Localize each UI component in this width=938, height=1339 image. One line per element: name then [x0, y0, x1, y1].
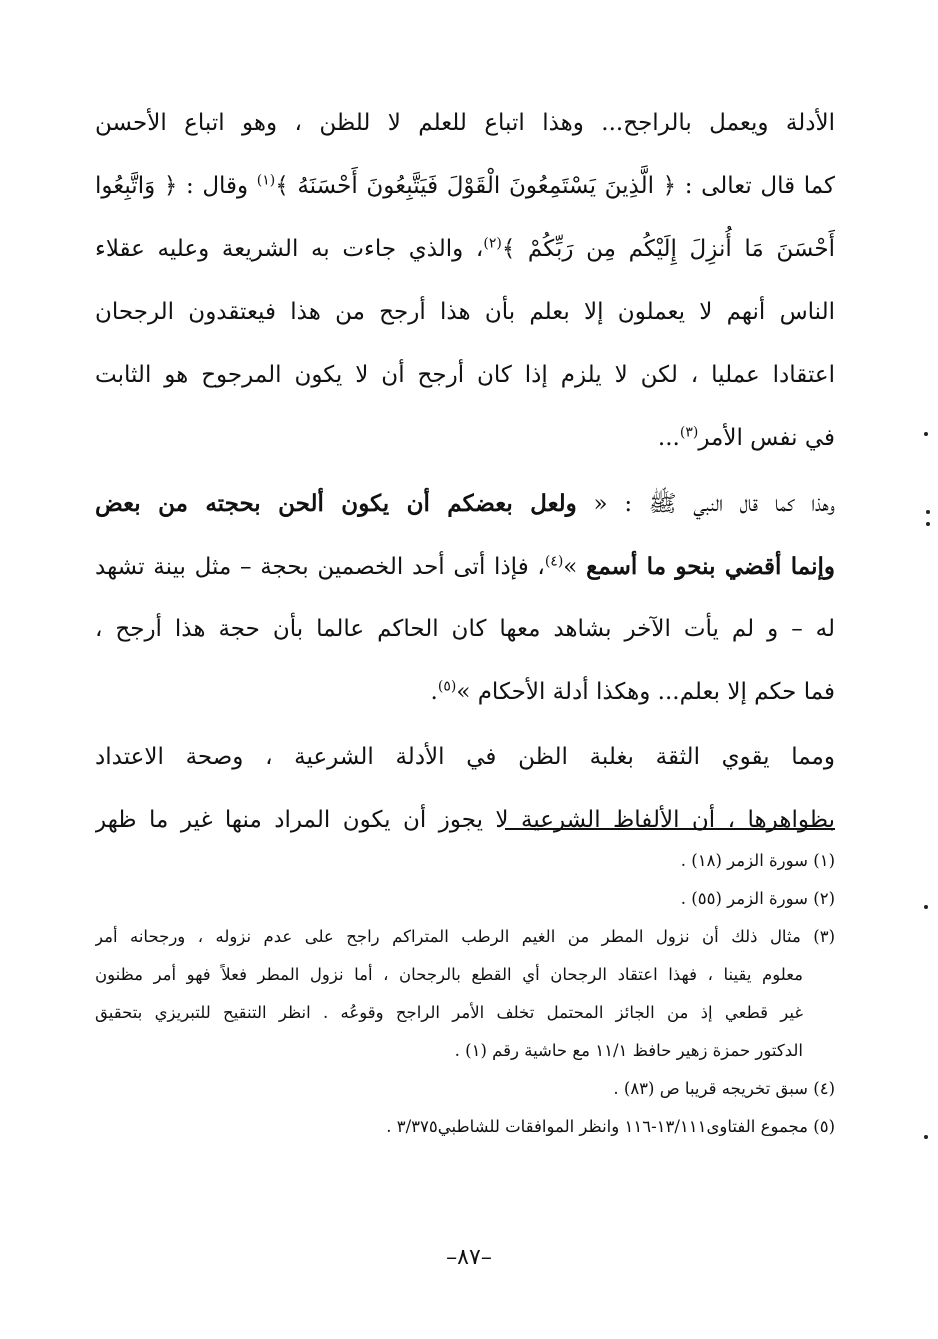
- text-segment: فما حكم إلا بعلم... وهكذا أدلة الأحكام »: [456, 679, 835, 705]
- footnote-5: (٥) مجموع الفتاوى١٣/١١١-١١٦ وانظر الموافقات للشاطبي٣/٣٧٥ .: [386, 1117, 835, 1136]
- text-line: اعتقادا عمليا ، لكن لا يلزم إذا كان أرجح أن لا يكون المرجوح هو الثابت: [95, 362, 835, 388]
- footnote-ref-3[interactable]: (٣): [679, 424, 699, 441]
- text-line: الناس أنهم لا يعملون إلا بعلم بأن هذا أرجح من هذا فيعتقدون الرجحان: [95, 299, 835, 325]
- footnotes: [95, 842, 835, 1146]
- text-segment: ، فإذا أتى أحد الخصمين بحجة – مثل بينة تشهد: [95, 554, 545, 580]
- text-line: الأدلة ويعمل بالراجح... وهذا اتباع للعلم لا للظن ، وهو اتباع الأحسن: [95, 110, 835, 136]
- text-line: [95, 218, 835, 281]
- footnote-3-line: غير قطعي إذ من الجائز المحتمل تخلف الأمر الراجح وقوعُه . انظر التنقيح للتبريزي بتحقيق: [95, 1003, 803, 1022]
- main-text: [95, 92, 835, 852]
- hadith-text: وإنما أقضي بنحو ما أسمع: [586, 553, 835, 580]
- text-segment: »: [563, 554, 587, 580]
- text-segment: في نفس الأمر: [698, 425, 835, 451]
- footnote-1: (١) سورة الزمر (١٨) .: [680, 851, 835, 870]
- scan-speck: [924, 905, 928, 909]
- text-line: [95, 155, 835, 218]
- scan-speck: [924, 432, 928, 436]
- footnote-ref-4[interactable]: (٤): [544, 553, 564, 570]
- text-segment: وقال : ﴿ وَاتَّبِعُوا: [95, 173, 257, 199]
- quran-verse: أَحْسَنَ مَا أُنزِلَ إِلَيْكُم مِن رَبِّكُمْ ﴾: [501, 236, 835, 262]
- text-line: [95, 535, 835, 598]
- footnote-3-line: معلوم يقينا ، فهذا اعتقاد الرجحان أي القطع بالرجحان ، أما نزول المطر فعلاً فهو أمر مظنون: [95, 965, 803, 984]
- scan-speck: [924, 1135, 928, 1139]
- footnote-2: (٢) سورة الزمر (٥٥) .: [680, 889, 835, 908]
- scan-speck: [926, 510, 930, 514]
- footnote-ref-1[interactable]: (١): [256, 172, 276, 189]
- text-line: له – و لم يأت الآخر بشاهد معها كان الحاكم عالما بأن حجة هذا أرجح ،: [95, 616, 835, 642]
- text-segment: .: [430, 679, 438, 705]
- text-line: [95, 472, 835, 535]
- text-line: ومما يقوي الثقة بغلبة الظن في الأدلة الشرعية ، وصحة الاعتداد: [95, 744, 835, 770]
- footnote-3-line: الدكتور حمزة زهير حافظ ١١/١ مع حاشية رقم (١) .: [454, 1041, 803, 1060]
- footnote-separator: [505, 828, 835, 830]
- text-line: [95, 661, 835, 724]
- text-line: بظواهرها ، أن الألفاظ الشرعية لا يجوز أن يكون المراد منها غير ما ظهر: [95, 807, 835, 833]
- hadith-text: ولعل بعضكم أن يكون ألحن بحجته من بعض: [95, 490, 577, 517]
- text-segment: ...: [657, 425, 680, 451]
- scan-speck: [926, 522, 930, 526]
- footnote-ref-2[interactable]: (٢): [483, 235, 502, 252]
- footnote-3: (٣) مثال ذلك أن نزول المطر من الغيم الرطب المتراكم راجح على عدم نزوله ، ورجحانه أمر: [95, 927, 835, 946]
- footnote-ref-5[interactable]: (٥): [437, 678, 457, 695]
- page-number: –٨٧–: [446, 1245, 492, 1270]
- quran-verse: كما قال تعالى : ﴿ الَّذِينَ يَسْتَمِعُونَ الْقَوْلَ فَيَتَّبِعُونَ أَحْسَنَهُ ﴾: [275, 173, 835, 199]
- text-segment: ، والذي جاءت به الشريعة وعليه عقلاء: [95, 236, 484, 262]
- footnote-4: (٤) سبق تخريجه قريبا ص (٨٣) .: [613, 1079, 835, 1098]
- text-line: [95, 407, 835, 470]
- text-segment: وهذا كما قال النبي ﷺ : «: [576, 491, 835, 517]
